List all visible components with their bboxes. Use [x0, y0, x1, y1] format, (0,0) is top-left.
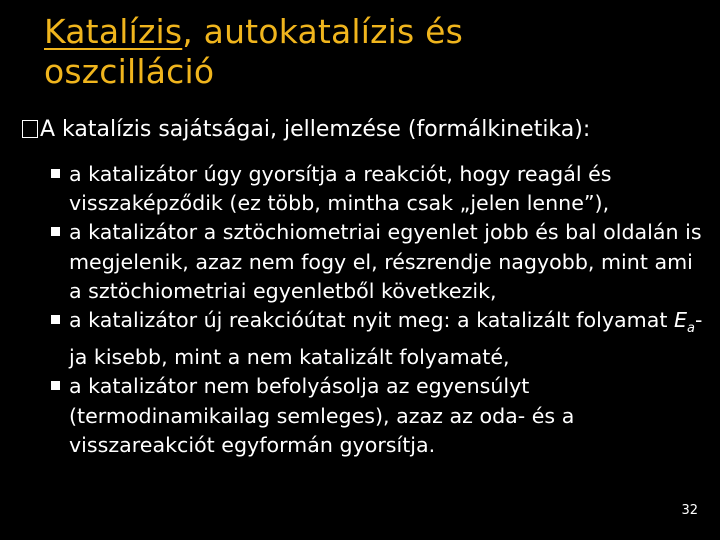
- title-line2: oszcilláció: [44, 52, 215, 91]
- filled-square-icon: [51, 227, 60, 236]
- list-item: [50, 306, 710, 372]
- activation-energy-subscript: a: [687, 321, 695, 337]
- main-point: [22, 115, 712, 145]
- slide-title: [44, 12, 684, 92]
- bullet-list: [50, 160, 710, 460]
- bullet-text-before: a katalizátor új reakcióútat nyit meg: a katalizált folyamat: [69, 308, 674, 333]
- filled-square-icon: [51, 381, 60, 390]
- main-point-text: A katalízis sajátságai, jellemzése (formálkinetika):: [40, 117, 591, 142]
- bullet-text: a katalizátor nem befolyásolja az egyensúlyt (termodinamikailag semleges), azaz az oda- és a visszareakciót egyformán gyorsítja.: [69, 374, 575, 457]
- hollow-square-icon: [22, 120, 38, 138]
- list-item: [50, 160, 710, 218]
- title-rest: , autokatalízis és: [182, 12, 464, 51]
- bullet-text-after: -ja kisebb, mint a nem katalizált folyamaté,: [69, 308, 703, 370]
- list-item: [50, 372, 710, 460]
- page-number: 32: [681, 503, 698, 518]
- filled-square-icon: [51, 315, 60, 324]
- list-item: [50, 218, 710, 306]
- title-underlined-word: Katalízis: [44, 12, 183, 51]
- bullet-text: a katalizátor a sztöchiometriai egyenlet jobb és bal oldalán is megjelenik, azaz nem fogy el, részrendje nagyobb, mint ami a sztöchiometriai egyenletből következik,: [69, 220, 702, 303]
- activation-energy-symbol: E: [673, 308, 687, 333]
- bullet-text: a katalizátor úgy gyorsítja a reakciót, hogy reagál és visszaképződik (ez több, mintha csak „jelen lenne”),: [69, 162, 612, 216]
- filled-square-icon: [51, 169, 60, 178]
